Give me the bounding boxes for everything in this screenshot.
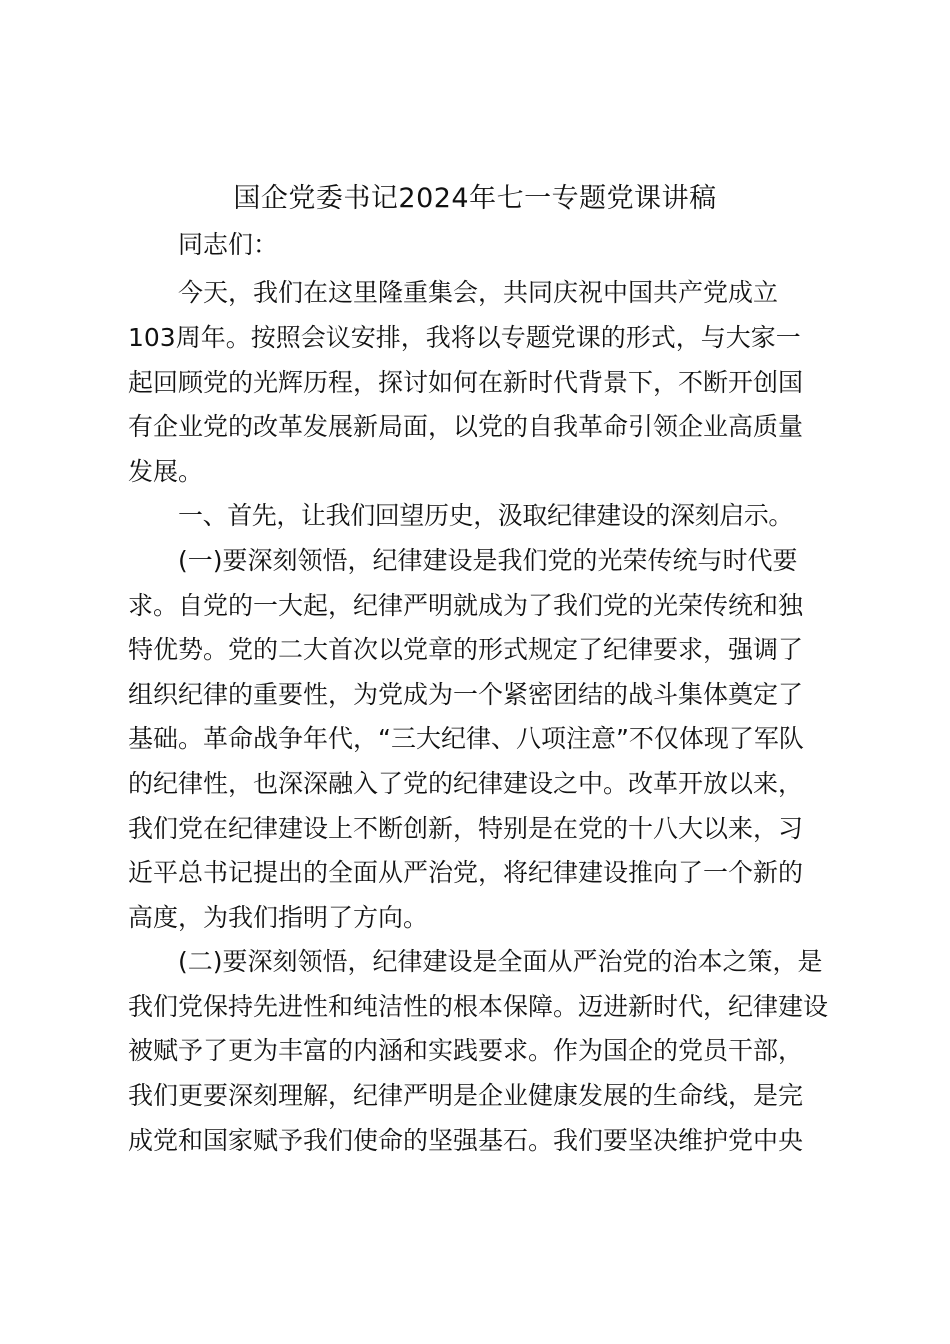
section-heading: 一、首先，让我们回望历史，汲取纪律建设的深刻启示。 <box>178 501 794 530</box>
text-line: 我们党保持先进性和纯洁性的根本保障。迈进新时代，纪律建设 <box>128 992 829 1021</box>
subsection-heading: (二)要深刻领悟，纪律建设是全面从严治党的治本之策，是 <box>178 947 823 976</box>
text-line: 发展。 <box>128 457 204 486</box>
text-line: 我们党在纪律建设上不断创新，特别是在党的十八大以来，习 <box>128 814 804 843</box>
text-line: 近平总书记提出的全面从严治党，将纪律建设推向了一个新的 <box>128 858 804 887</box>
text-line: 的纪律性，也深深融入了党的纪律建设之中。改革开放以来， <box>128 769 804 798</box>
text-line: 今天，我们在这里隆重集会，共同庆祝中国共产党成立 <box>178 278 779 307</box>
text-line: 103周年。按照会议安排，我将以专题党课的形式，与大家一 <box>128 323 801 352</box>
text-line: 被赋予了更为丰富的内涵和实践要求。作为国企的党员干部， <box>128 1036 804 1065</box>
text-line: 高度，为我们指明了方向。 <box>128 903 429 932</box>
text-line: 我们更要深刻理解，纪律严明是企业健康发展的生命线，是完 <box>128 1081 804 1110</box>
text-line: 起回顾党的光辉历程，探讨如何在新时代背景下，不断开创国 <box>128 368 804 397</box>
text-line: 组织纪律的重要性，为党成为一个紧密团结的战斗集体奠定了 <box>128 680 804 709</box>
text-line: 有企业党的改革发展新局面，以党的自我革命引领企业高质量 <box>128 412 804 441</box>
text-line: 特优势。党的二大首次以党章的形式规定了纪律要求，强调了 <box>128 635 804 664</box>
subsection-heading: (一)要深刻领悟，纪律建设是我们党的光荣传统与时代要 <box>178 546 798 575</box>
text-line: 成党和国家赋予我们使命的坚强基石。我们要坚决维护党中央 <box>128 1126 804 1155</box>
text-line: 基础。革命战争年代，“三大纪律、八项注意”不仅体现了军队 <box>128 724 804 753</box>
document-title: 国企党委书记2024年七一专题党课讲稿 <box>233 183 717 214</box>
text-line: 求。自党的一大起，纪律严明就成为了我们党的光荣传统和独 <box>128 591 804 620</box>
salutation: 同志们： <box>178 230 279 259</box>
